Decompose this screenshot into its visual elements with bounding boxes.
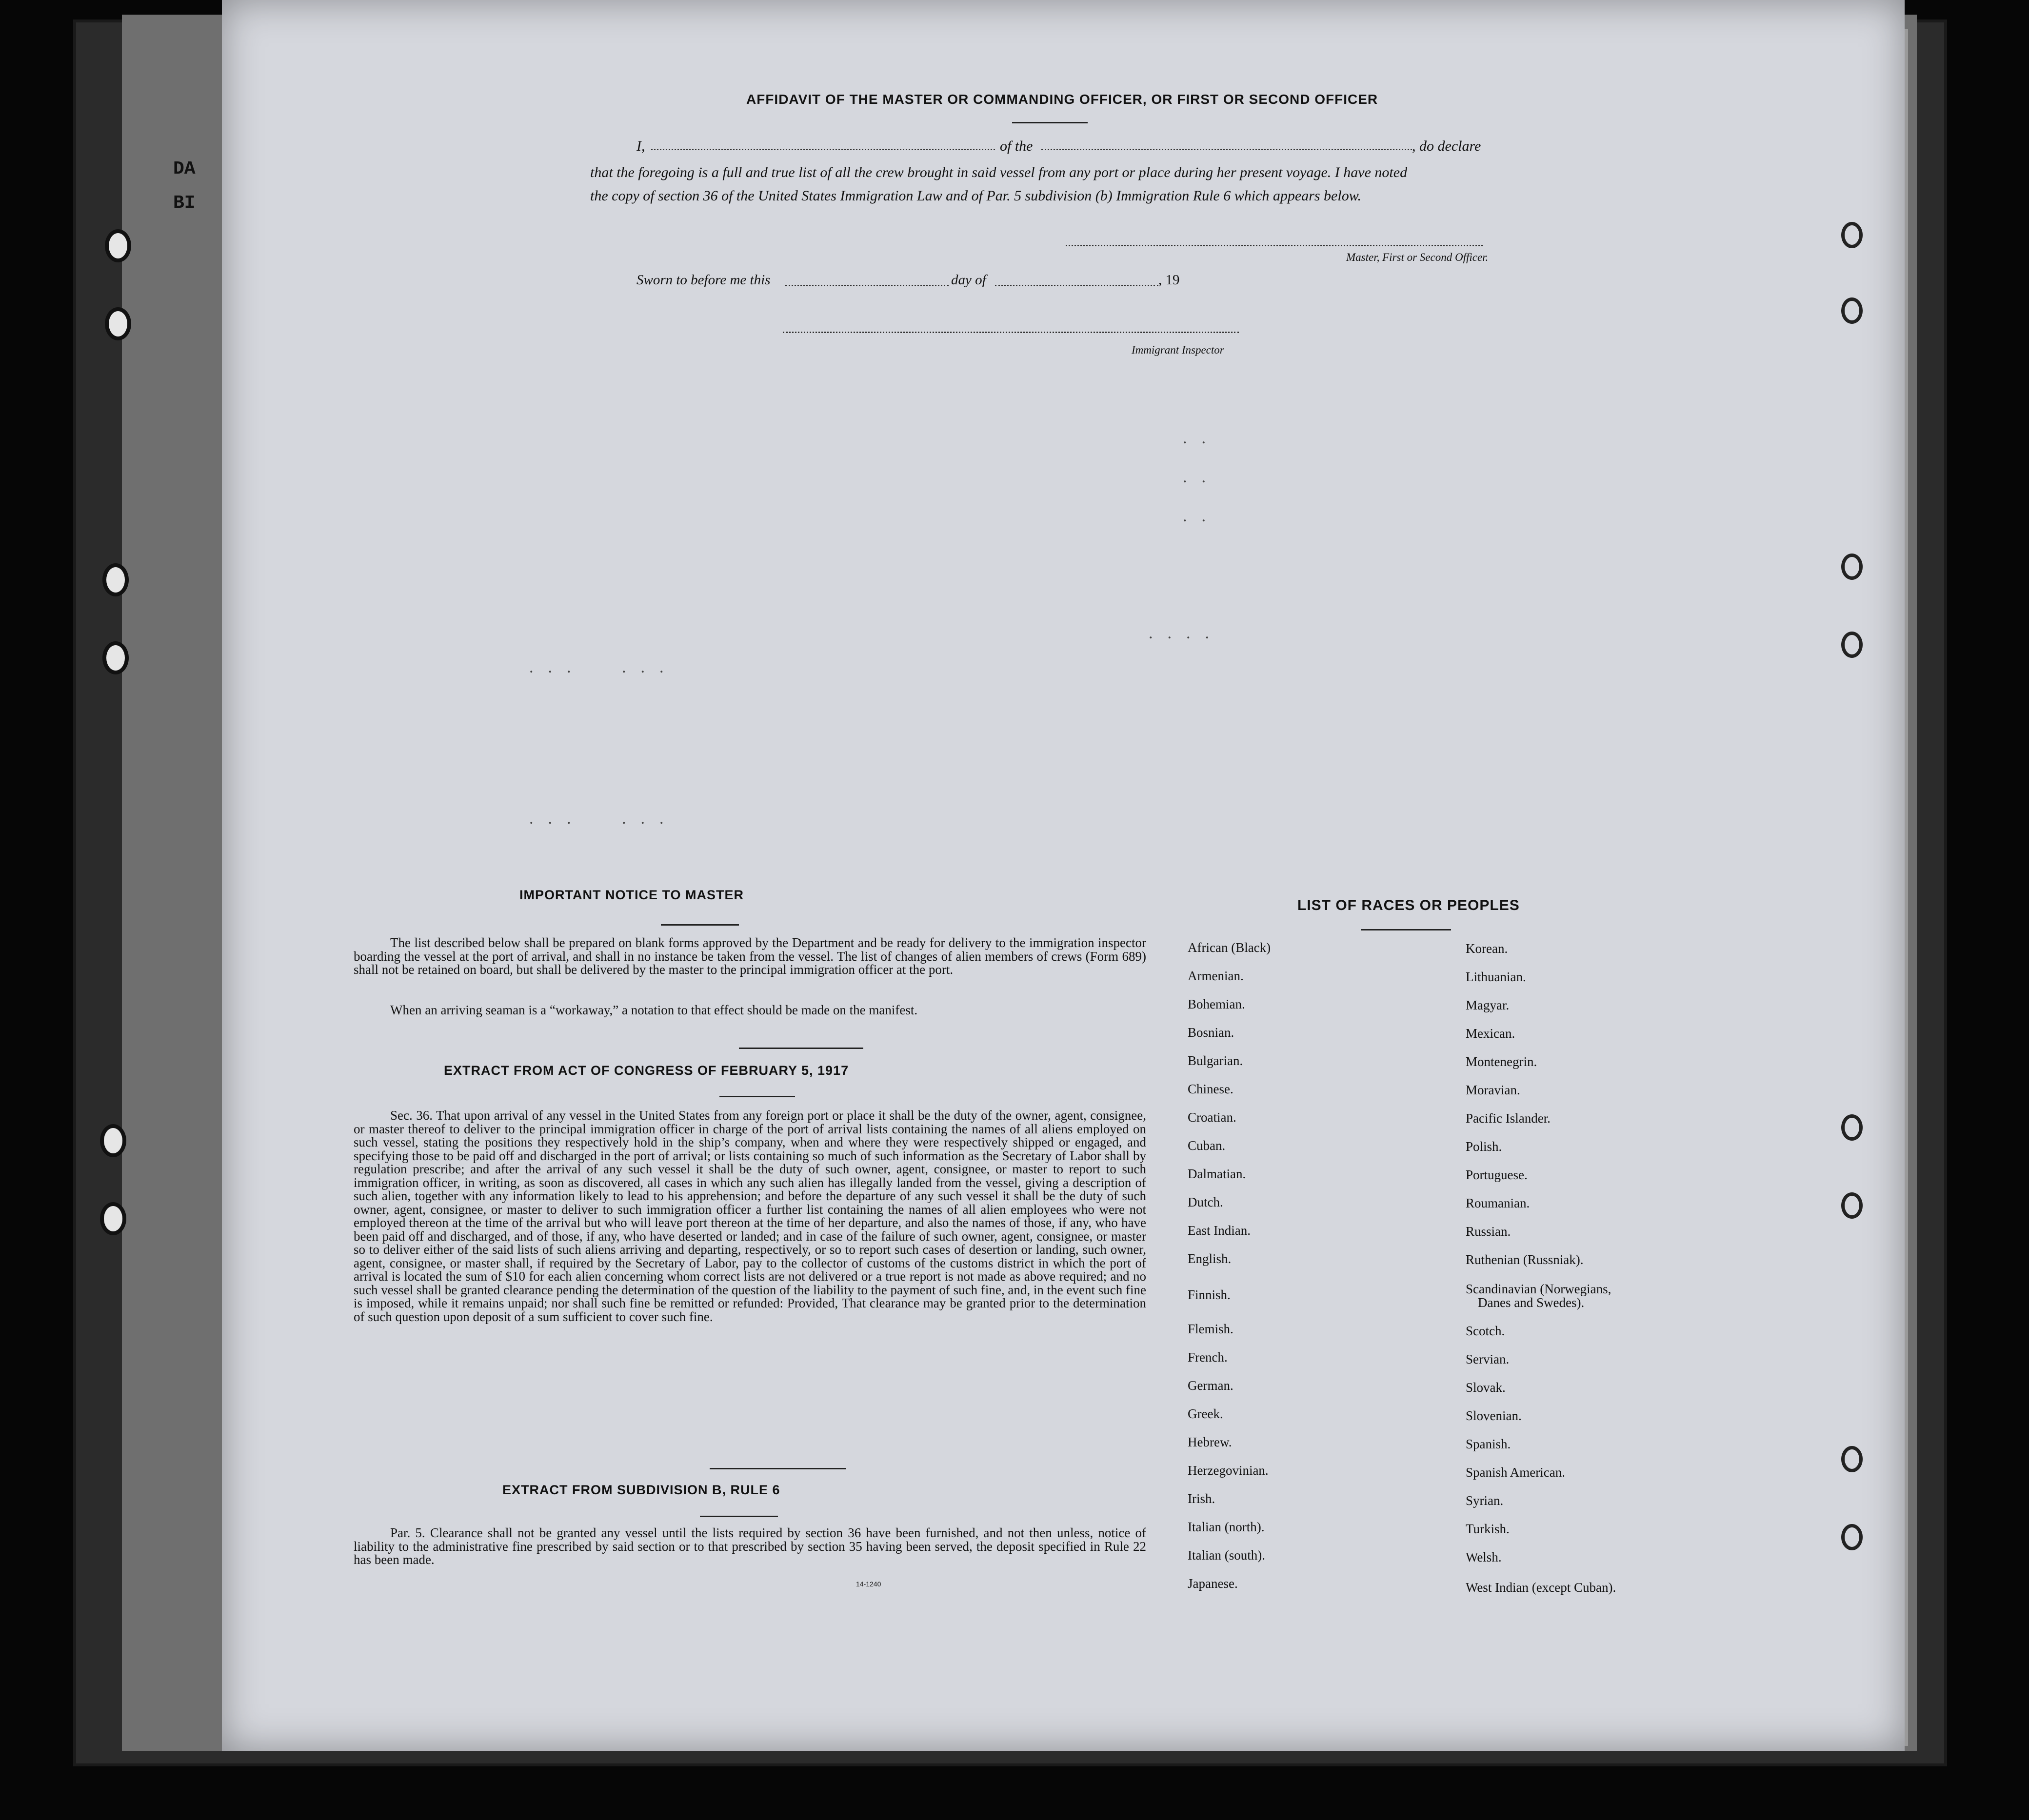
punch-hole [1841, 632, 1863, 658]
race-item: Dutch. [1188, 1195, 1223, 1209]
race-item: Pacific Islander. [1466, 1111, 1551, 1126]
inspector-signature-blank[interactable] [783, 332, 1239, 333]
vessel-blank[interactable] [1041, 149, 1412, 150]
race-item: Italian (north). [1188, 1520, 1265, 1534]
race-item: Spanish American. [1466, 1465, 1565, 1480]
binder-hole [102, 563, 129, 596]
race-item: Lithuanian. [1466, 969, 1526, 984]
divider [739, 1048, 863, 1049]
race-item: West Indian (except Cuban). [1466, 1580, 1616, 1595]
race-item: Portuguese. [1466, 1167, 1528, 1182]
race-item: Syrian. [1466, 1493, 1504, 1508]
race-item: Moravian. [1466, 1083, 1520, 1097]
race-item: Cuban. [1188, 1138, 1226, 1153]
act-title: EXTRACT FROM ACT OF CONGRESS OF FEBRUARY 5, 1917 [444, 1063, 849, 1078]
punch-hole [1841, 1524, 1863, 1550]
punch-hole [1841, 554, 1863, 580]
race-item: French. [1188, 1350, 1228, 1365]
punch-hole [1841, 1192, 1863, 1219]
sworn-text: Sworn to before me this [637, 272, 771, 288]
race-item: Magyar. [1466, 998, 1510, 1012]
notice-paragraph-1: The list described below shall be prepared on blank forms approved by the Department and be ready for delivery to the immigration inspector boarding the vessel at the port of arrival, and shall in no instance be taken from the vessel. The list of changes of alien members of crews (Form 689) shall not be retained on board, but shall be delivered by the master to the principal immigration officer at the port. [354, 935, 1146, 977]
pencil-mark: .. [1183, 507, 1220, 525]
race-item: Bohemian. [1188, 997, 1245, 1011]
pencil-mark: .... [1149, 624, 1224, 642]
affidavit-line3: the copy of section 36 of the United States Immigration Law and of Par. 5 subdivision (b) Immigration Rule 6 which appears below. [590, 188, 1361, 204]
divider [719, 1096, 795, 1097]
binder-hole [100, 1124, 126, 1157]
pencil-mark: .. [1183, 468, 1220, 486]
race-item: Montenegrin. [1466, 1054, 1537, 1069]
pencil-mark: ... [529, 658, 586, 676]
race-item: East Indian. [1188, 1223, 1251, 1238]
race-item: African (Black) [1188, 940, 1271, 955]
form-number: 14-1240 [856, 1580, 881, 1588]
race-item: Scotch. [1466, 1324, 1505, 1338]
year-text: , 19 [1158, 272, 1180, 288]
divider [1012, 122, 1088, 123]
manifest-page [222, 0, 1905, 1751]
race-item: Mexican. [1466, 1026, 1515, 1041]
sworn-day-blank[interactable] [785, 285, 949, 286]
binder-hole [100, 1202, 126, 1235]
race-item: Bulgarian. [1188, 1053, 1243, 1068]
pencil-mark: ... [529, 810, 586, 828]
punch-hole [1841, 1446, 1863, 1472]
race-item: Roumanian. [1466, 1196, 1530, 1210]
race-item: Flemish. [1188, 1322, 1233, 1336]
sworn-month-blank[interactable] [995, 285, 1158, 286]
pencil-mark: ... [622, 658, 678, 676]
race-item: Russian. [1466, 1224, 1511, 1239]
master-signature-blank[interactable] [1066, 245, 1483, 246]
affidavit-line2: that the foregoing is a full and true list of all the crew brought in said vessel from any port or place during her present voyage. I have noted [590, 164, 1408, 180]
race-item: Japanese. [1188, 1576, 1238, 1591]
notice-title: IMPORTANT NOTICE TO MASTER [519, 888, 744, 902]
affidavit-title: AFFIDAVIT OF THE MASTER OR COMMANDING OFFICER, OR FIRST OR SECOND OFFICER [746, 92, 1378, 107]
race-item: Slovak. [1466, 1380, 1506, 1395]
race-item: Irish. [1188, 1491, 1215, 1506]
races-title: LIST OF RACES OR PEOPLES [1297, 897, 1520, 913]
race-item: Chinese. [1188, 1082, 1233, 1096]
day-of-text: day of [951, 272, 986, 288]
race-item: Servian. [1466, 1352, 1510, 1366]
binder-hole [105, 307, 131, 340]
race-item: Bosnian. [1188, 1025, 1234, 1040]
divider [710, 1468, 846, 1469]
margin-stamp-1: DA [173, 158, 196, 179]
race-item: Greek. [1188, 1406, 1223, 1421]
rule-title: EXTRACT FROM SUBDIVISION B, RULE 6 [502, 1483, 780, 1497]
pencil-mark: .. [1183, 429, 1220, 447]
race-item: Ruthenian (Russniak). [1466, 1252, 1584, 1267]
affidavit-of: of the [1000, 138, 1033, 154]
affidavit-declare: , do declare [1412, 138, 1481, 154]
race-item: Slovenian. [1466, 1408, 1522, 1423]
pencil-mark: ... [622, 810, 678, 828]
race-item: Welsh. [1466, 1550, 1502, 1564]
race-item: Hebrew. [1188, 1435, 1232, 1449]
divider [1361, 929, 1451, 930]
race-item: Croatian. [1188, 1110, 1236, 1125]
race-item: German. [1188, 1378, 1233, 1393]
race-item: Turkish. [1466, 1522, 1510, 1536]
race-item: Scandinavian (Norwegians, [1466, 1282, 1611, 1296]
binder-hole [105, 229, 131, 262]
punch-hole [1841, 222, 1863, 248]
race-item: Spanish. [1466, 1437, 1511, 1451]
race-item: Polish. [1466, 1139, 1502, 1154]
name-blank[interactable] [651, 149, 995, 150]
race-item: Armenian. [1188, 969, 1244, 983]
race-item: Dalmatian. [1188, 1167, 1246, 1181]
race-item: Finnish. [1188, 1287, 1231, 1302]
divider [700, 1516, 778, 1517]
race-item: Danes and Swedes). [1478, 1295, 1585, 1310]
rule-paragraph: Par. 5. Clearance shall not be granted any vessel until the lists required by section 36 have been furnished, and not then unless, notice of liability to the administrative fine prescribed by said section or to that prescribed by section 35 having been served, the deposit specified in Rule 22 has been made. [354, 1525, 1146, 1567]
punch-hole [1841, 297, 1863, 324]
race-item: Italian (south). [1188, 1548, 1265, 1563]
master-signature-caption: Master, First or Second Officer. [1346, 251, 1489, 263]
divider [661, 924, 739, 926]
inspector-caption: Immigrant Inspector [1132, 344, 1224, 356]
margin-stamp-2: BI [173, 193, 196, 214]
race-item: Herzegovinian. [1188, 1463, 1269, 1478]
race-item: Korean. [1466, 941, 1508, 956]
notice-paragraph-2: When an arriving seaman is a “workaway,” a notation to that effect should be made on the manifest. [390, 1003, 918, 1017]
punch-hole [1841, 1114, 1863, 1141]
act-section-36: Sec. 36. That upon arrival of any vessel in the United States from any foreign port or place it shall be the duty of the owner, agent, consignee, or master thereof to deliver to the principal immigration officer in charge of the port of arrival lists containing the names of all aliens employed on such vessel, stating the positions they respectively hold in the ship’s company, when and where they were respectively shipped or engaged, and specifying those to be paid off and discharged in the port of arrival; or lists containing so much of such information as the Secretary of Labor shall by regulation prescribe; and after the arrival of any such vessel it shall be the duty of such owner, agent, consignee, or master to report to such immigration officer, in writing, as soon as discovered, all cases in which any such alien has illegally landed from the vessel, giving a description of such alien, together with any information likely to lead to his apprehension; and before the departure of any such vessel it shall be the duty of such owner, agent, consignee, or master to deliver to such immigration officer a further list containing the names of all alien employees who were not employed thereon at the time of the arrival but who will leave port thereon at the time of her departure, and also the names of those, if any, who have been paid off and discharged, and of those, if any, who have deserted or landed; and in case of the failure of such owner, agent, consignee, or master so to deliver either of the said lists of such aliens arriving and departing, respectively, or so to report such cases of desertion or landing, such owner, agent, consignee, or master shall, if required by the Secretary of Labor, pay to the collector of customs of the customs district in which the port of arrival is located the sum of $10 for each alien concerning whom correct lists are not delivered or a true report is not made as above required; and no such vessel shall be granted clearance pending the determination of the question of the liability to the payment of such fine, and, in the event such fine is imposed, while it remains unpaid; nor shall such fine be remitted or refunded: Provided, That clearance may be granted prior to the determination of such question upon deposit of a sum sufficient to cover such fine. [354, 1108, 1146, 1324]
race-item: English. [1188, 1251, 1232, 1266]
binder-hole [102, 641, 129, 674]
affidavit-i: I, [637, 138, 645, 154]
